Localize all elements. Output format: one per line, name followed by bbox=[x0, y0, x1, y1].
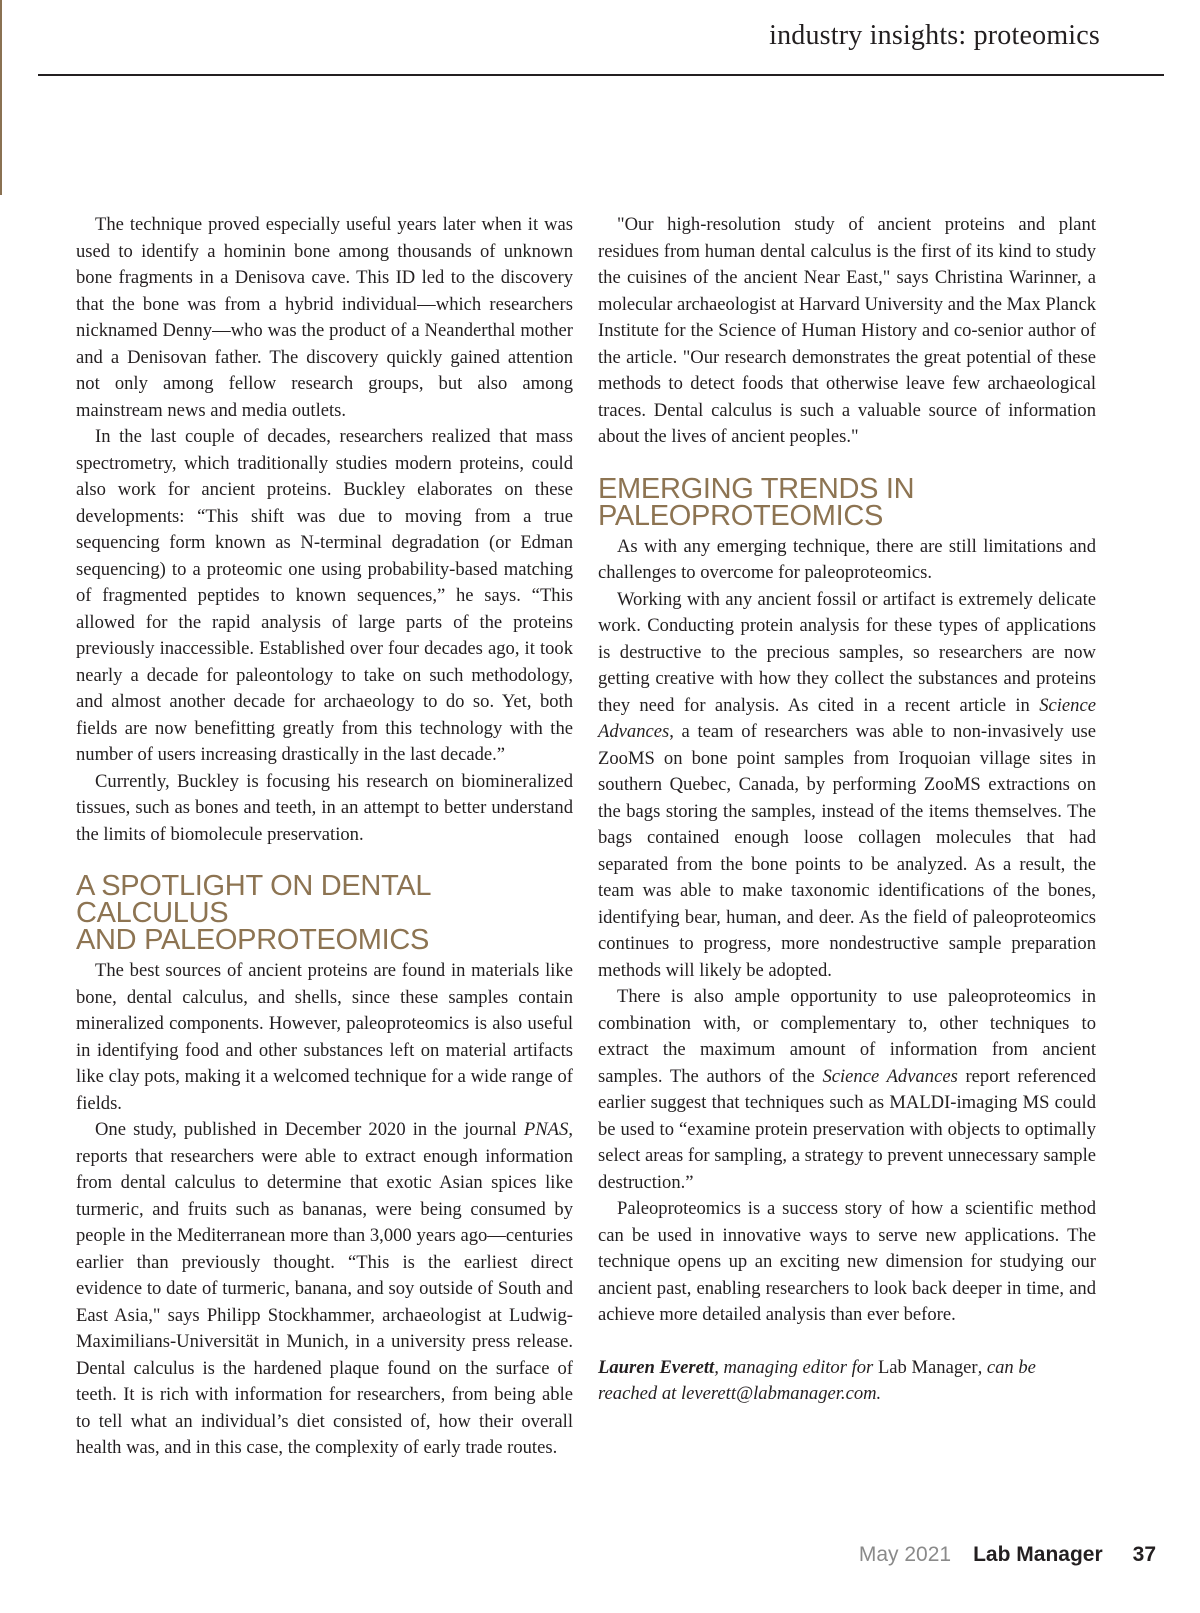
author-role: , managing editor for bbox=[714, 1356, 878, 1378]
text-run: , reports that researchers were able to extract enough information from dental calculus to determine that exotic Asian spices like turmeric, and fruits such as bananas, were being consumed by people in the Mediterranean more than 3,000 years ago—centuries earlier than previously thought. “This is the earliest direct evidence to date of turmeric, banana, and soy outside of South and East Asia," says Philipp Stockhammer, archaeologist at Ludwig-Maximilians-Universität in Munich, in a university press release. Dental calculus is the hardened plaque found on the surface of teeth. It is rich with information for researchers, from being able to tell what an individual’s diet consisted of, how their overall health was, and in this case, the complexity of early trade routes. bbox=[76, 1119, 573, 1458]
paragraph: "Our high-resolution study of ancient proteins and plant residues from human dental calculus is the first of its kind to study the cuisines of the ancient Near East," says Christina Warinner, a molecular archaeologist at Harvard University and the Max Planck Institute for the Science of Human History and co-senior author of the article. "Our research demonstrates the great potential of these methods to detect foods that otherwise leave few archaeological traces. Dental calculus is such a valuable source of information about the lives of ancient peoples." bbox=[598, 214, 1096, 447]
text-run: There is also ample opportunity to use paleoproteomics in combination with, or complementary to, other techniques to extract the maximum amount of information from ancient samples. The authors of the bbox=[598, 986, 1096, 1087]
heading-line: EMERGING TRENDS IN bbox=[598, 472, 915, 505]
section-header: industry insights: proteomics bbox=[769, 20, 1100, 51]
section-heading-dental-calculus bbox=[76, 870, 573, 956]
paragraph bbox=[598, 587, 1096, 985]
author-bio bbox=[598, 1355, 1096, 1408]
paragraph bbox=[598, 984, 1096, 1196]
journal-name: PNAS bbox=[523, 1119, 569, 1140]
text-run: report referenced earlier suggest that techniques such as MALDI-imaging MS could be used to “examine protein preservation with objects to optimally select areas for sampling, a strategy to prevent unnecessary sample destruction.” bbox=[598, 1065, 1096, 1193]
author-contact: , can be reached at leverett@labmanager.com. bbox=[598, 1356, 1036, 1404]
paragraph: Paleoproteomics is a success story of how a scientific method can be used in innovative ways to serve new applications. The technique opens up an exciting new dimension for studying our ancient past, enabling researchers to look back deeper in time, and achieve more detailed analysis than ever before. bbox=[598, 1198, 1096, 1325]
left-column bbox=[76, 212, 573, 1462]
text-run: One study, published in December 2020 in the journal bbox=[95, 1119, 524, 1140]
paragraph: The best sources of ancient proteins are found in materials like bone, dental calculus, and shells, since these samples contain mineralized components. However, paleoproteomics is also useful in identifying food and other substances left on material artifacts like clay pots, making it a welcomed technique for a wide range of fields. bbox=[76, 960, 573, 1114]
paragraph: Currently, Buckley is focusing his research on biomineralized tissues, such as bones and teeth, in an attempt to better understand the limits of biomolecule preservation. bbox=[76, 770, 573, 845]
journal-name: Science Advances bbox=[822, 1065, 958, 1087]
author-name: Lauren Everett bbox=[598, 1356, 715, 1378]
journal-name: Science Advances bbox=[598, 694, 1096, 742]
text-run: , a team of researchers was able to non-invasively use ZooMS on bone point samples from Iroquoian village sites in southern Quebec, Canada, by performing ZooMS extractions on the bags storing the samples, instead of the items themselves. The bags contained enough loose collagen molecules that had separated from the bone points to be analyzed. As a result, the team was able to make taxonomic identifications of the bones, identifying bear, human, and deer. As the field of paleoproteomics continues to progress, more nondestructive sample preparation methods will likely be adopted. bbox=[598, 721, 1096, 981]
paragraph: In the last couple of decades, researchers realized that mass spectrometry, which traditionally studies modern proteins, could also work for ancient proteins. Buckley elaborates on these developments: “This shift was due to moving from a true sequencing form known as N-terminal degradation (or Edman sequencing) to a proteomic one using probability-based matching of fragmented peptides to known sequences,” he says. “This allowed for the rapid analysis of large parts of the proteins previously inaccessible. Established over four decades ago, it took nearly a decade for paleontology to take on such methodology, and almost another decade for archaeology to do so. Yet, both fields are now benefitting greatly from this technology with the number of users increasing drastically in the last decade.” bbox=[76, 426, 573, 765]
issue-date: May 2021 bbox=[858, 1543, 952, 1566]
section-heading-emerging-trends bbox=[598, 472, 1096, 532]
heading-line: PALEOPROTEOMICS bbox=[598, 499, 884, 532]
header-divider bbox=[38, 74, 1164, 76]
publication-name: Lab Manager bbox=[877, 1356, 978, 1378]
paragraph: The technique proved especially useful years later when it was used to identify a hominin bone among thousands of unknown bone fragments in a Denisova cave. This ID led to the discovery that the bone was from a hybrid individual—which researchers nicknamed Denny—who was the product of a Neanderthal mother and a Denisovan father. The discovery quickly gained attention not only among fellow research groups, but also among mainstream news and media outlets. bbox=[76, 214, 573, 421]
heading-line: AND PALEOPROTEOMICS bbox=[76, 924, 430, 956]
page-number: 37 bbox=[1132, 1543, 1156, 1566]
right-column bbox=[598, 212, 1096, 1408]
text-run: Working with any ancient fossil or artifact is extremely delicate work. Conducting protein analysis for these types of applications is destructive to the precious samples, so researchers are now getting creative with how they collect the substances and proteins they need for analysis. As cited in a recent article in bbox=[598, 588, 1096, 716]
heading-line: A SPOTLIGHT ON DENTAL CALCULUS bbox=[76, 870, 431, 929]
magazine-name: Lab Manager bbox=[973, 1543, 1103, 1566]
left-accent-rule bbox=[0, 0, 2, 195]
paragraph bbox=[76, 1117, 573, 1462]
page-footer bbox=[859, 1543, 1156, 1567]
paragraph: As with any emerging technique, there are still limitations and challenges to overcome for paleoproteomics. bbox=[598, 535, 1096, 583]
